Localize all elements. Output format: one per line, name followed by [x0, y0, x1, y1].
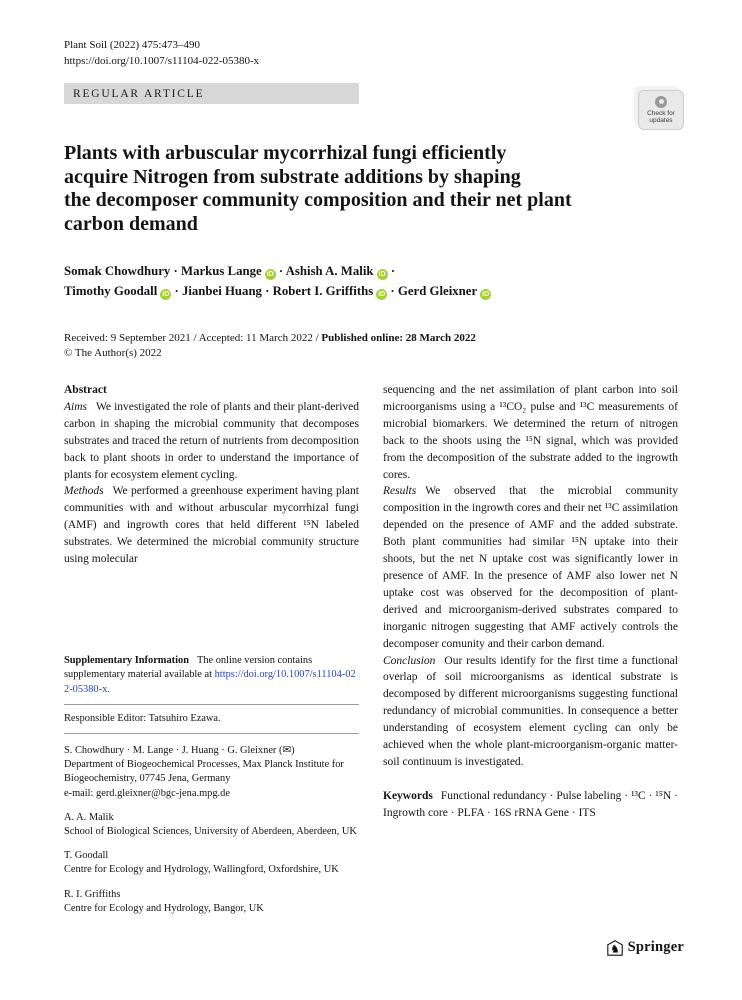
- author-separator: ·: [171, 283, 182, 298]
- title-line: carbon demand: [64, 212, 198, 235]
- section-lead: Aims: [64, 400, 87, 413]
- springer-logo-icon: [607, 940, 623, 956]
- article-doi-link[interactable]: https://doi.org/10.1007/s11104-022-05380-x: [64, 55, 260, 67]
- footnote-divider: [64, 733, 359, 734]
- author-name: Gerd Gleixner: [397, 283, 478, 298]
- supplementary-label: Supplementary Information: [64, 655, 189, 667]
- supplementary-doi-link[interactable]: https://doi.org/10.1007/s11104-022-05380-x.: [64, 669, 356, 695]
- orcid-icon[interactable]: [377, 269, 388, 280]
- abstract-block: [64, 382, 359, 568]
- author-name: Markus Lange: [181, 264, 262, 278]
- crossmark-label: Check for updates: [647, 109, 675, 124]
- journal-citation: Plant Soil (2022) 475:473–490: [64, 39, 200, 51]
- abstract-aims: [64, 399, 359, 484]
- footnote-divider: [64, 704, 359, 705]
- title-line: the decomposer community composition and their net plant: [64, 189, 572, 211]
- title-line: acquire Nitrogen from substrate additions by shaping: [64, 165, 521, 188]
- author-line: [64, 282, 682, 302]
- author-name: Robert I. Griffiths: [272, 283, 374, 298]
- footnotes-block: [64, 654, 359, 916]
- section-lead: Results: [383, 485, 417, 498]
- published-online-date: Published online: 28 March 2022: [321, 332, 476, 344]
- springer-logo: [607, 939, 684, 956]
- section-lead: Conclusion: [383, 654, 436, 667]
- abstract-results: [383, 483, 678, 652]
- author-name: Somak Chowdhury: [64, 264, 171, 278]
- copyright-notice: © The Author(s) 2022: [64, 347, 162, 359]
- section-text: We observed that the microbial community composition in the ingrowth cores and their net ¹³C assimilation depended on the presence of AMF and the added substrate. Both plant communities had similar ¹⁵N uptake into their shoots, but the net N uptake cost was significantly lower in presence of AMF. In the presence of AMF also lower net N uptake cost was observed for the decomposition of plant-derived and microorganism-derived substrates compared to inorganic nitrogen suggesting that AMF actively controls the decomposer comunity and their carbon demand.: [383, 485, 678, 650]
- affiliation-block: [64, 811, 359, 839]
- affiliation-address: Centre for Ecology and Hydrology, Bangor, UK: [64, 902, 264, 914]
- affiliation-block: [64, 744, 359, 801]
- orcid-icon[interactable]: [160, 289, 171, 300]
- author-name: Ashish A. Malik: [285, 264, 374, 278]
- affiliation-authors: R. I. Griffiths: [64, 888, 121, 900]
- author-name: Timothy Goodall: [64, 283, 158, 298]
- keywords-label: Keywords: [383, 789, 433, 802]
- section-text: Our results identify for the first time a functional overlap of soil microorganisms as identical substrate is decomposed by different microorganisms suggesting functional redundancy of microbial communities. In consequence a better understanding of ecosystem element cycling can only be achieved when the whole plant-microorganism-organic matter-soil continuum is investigated.: [383, 654, 678, 768]
- author-separator: ·: [275, 264, 286, 278]
- section-text: We performed a greenhouse experiment having plant communities with and without arbuscular mycorrhizal fungi (AMF) and ingrowth cores that held different ¹⁵N labeled substrates. We determined the microbial community structure using molecular: [64, 485, 359, 566]
- affiliation-authors: A. A. Malik: [64, 811, 114, 823]
- supplementary-info: Supplementary Information The online version contains supplementary material available at https://doi.org/10.1007/s11104-022-05380-x.: [64, 655, 356, 695]
- affiliation-address: School of Biological Sciences, University of Aberdeen, Aberdeen, UK: [64, 825, 357, 837]
- right-column: [383, 382, 678, 916]
- author-separator: ·: [170, 264, 181, 278]
- affiliation-address: Centre for Ecology and Hydrology, Wallingford, Oxfordshire, UK: [64, 864, 339, 876]
- svg-text:♞: ♞: [609, 942, 620, 956]
- affiliation-block: [64, 849, 359, 877]
- abstract-methods-continued: sequencing and the net assimilation of plant carbon into soil microorganisms using a ¹³CO₂ pulse and ¹³C measurements of microbial biomarkers. We determined the return of nitrogen back to the shoots using the ¹⁵N signal, which was provided from the decomposition of the substrate added to the ingrowth cores.: [383, 384, 678, 481]
- affiliation-address: Department of Biogeochemical Processes, Max Planck Institute for Biogeochemistry, 07745 Jena, Germany: [64, 759, 344, 785]
- affiliation-email[interactable]: e-mail: gerd.gleixner@bgc-jena.mpg.de: [64, 787, 230, 799]
- section-text: We investigated the role of plants and their plant-derived carbon in shaping the microbial community that decomposes substrates and traced the return of nutrients from decomposition back to plant shoots in order to understand the importance of plants for ecosystem element cycling.: [64, 400, 359, 481]
- check-for-updates-badge[interactable]: [638, 90, 684, 130]
- orcid-icon[interactable]: [480, 289, 491, 300]
- affiliation-authors: S. Chowdhury · M. Lange · J. Huang · G. Gleixner (✉): [64, 744, 295, 756]
- author-separator: ·: [387, 264, 395, 278]
- crossmark-icon: [655, 96, 667, 108]
- abstract-conclusion: [383, 653, 678, 771]
- orcid-icon[interactable]: [376, 289, 387, 300]
- abstract-methods: [64, 483, 359, 568]
- article-title: [64, 142, 682, 236]
- affiliation-authors: T. Goodall: [64, 850, 109, 862]
- orcid-icon[interactable]: [265, 269, 276, 280]
- keywords: [383, 788, 678, 822]
- section-lead: Methods: [64, 485, 104, 498]
- publication-dates: Received: 9 September 2021 / Accepted: 11 March 2022 / Published online: 28 March 2022: [64, 332, 476, 344]
- author-name: Jianbei Huang: [181, 283, 262, 298]
- title-line: Plants with arbuscular mycorrhizal fungi efficiently: [64, 142, 507, 164]
- abstract-heading: Abstract: [64, 384, 107, 396]
- author-separator: ·: [387, 283, 398, 298]
- keywords-text: Functional redundancy · Pulse labeling · ¹³C · ¹⁵N · Ingrowth core · PLFA · 16S rRNA Gene · ITS: [383, 789, 678, 819]
- springer-wordmark: Springer: [627, 939, 684, 955]
- author-line: [64, 262, 682, 282]
- author-separator: ·: [261, 283, 273, 298]
- author-list: [64, 262, 682, 301]
- affiliation-block: [64, 888, 359, 916]
- page-header: [64, 38, 682, 69]
- left-column: [64, 382, 359, 916]
- two-column-body: [64, 382, 682, 916]
- article-type-banner: REGULAR ARTICLE: [64, 83, 359, 104]
- responsible-editor: Responsible Editor: Tatsuhiro Ezawa.: [64, 712, 221, 724]
